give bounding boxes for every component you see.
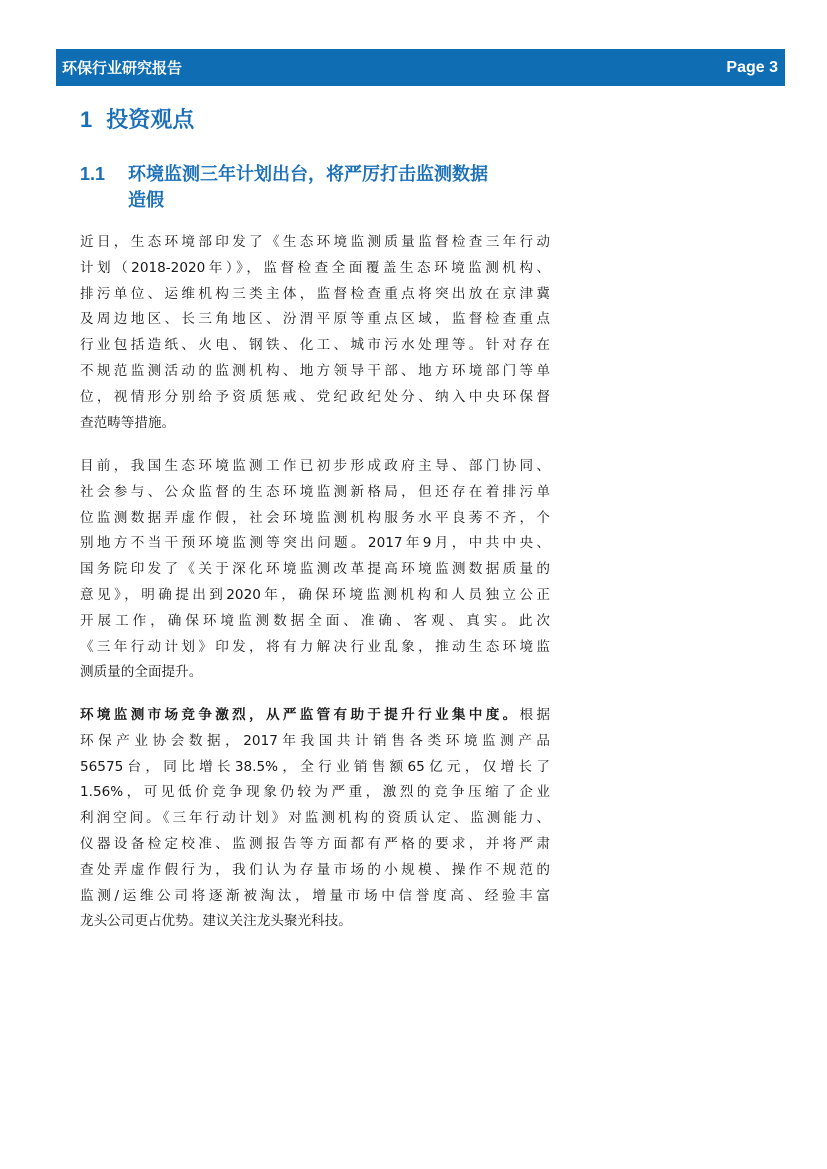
paragraph-market-competition [80, 703, 550, 935]
section-number: 1 [80, 107, 93, 132]
paragraph-line: 计划（2018-2020年）》，监督检查全面覆盖生态环境监测机构、 [80, 259, 550, 276]
paragraph-line: 及周边地区、长三角地区、汾渭平原等重点区域，监督检查重点 [80, 311, 550, 328]
section-title: 投资观点 [106, 108, 195, 133]
report-title: 环保行业研究报告 [62, 59, 183, 77]
subsection-number: 1.1 [80, 164, 106, 184]
paragraph-monitoring-plan [80, 230, 550, 436]
paragraph-line: 意见》，明确提出到2020年，确保环境监测机构和人员独立公正 [80, 586, 550, 603]
paragraph-line: 位，视情形分别给予资质惩戒、党纪政纪处分、纳入中央环保督 [80, 388, 550, 405]
paragraph-line: 国务院印发了《关于深化环境监测改革提高环境监测数据质量的 [80, 561, 550, 578]
paragraph-line: 监测/运维公司将逐渐被淘汰，增量市场中信誉度高、经验丰富 [80, 887, 550, 904]
subsection-title-line2: 造假 [128, 190, 164, 211]
paragraph-line: 社会参与、公众监督的生态环境监测新格局，但还存在着排污单 [80, 483, 550, 500]
paragraph-line: 不规范监测活动的监测机构、地方领导干部、地方环境部门等单 [80, 362, 550, 379]
paragraph-line: 利润空间。《三年行动计划》对监测机构的资质认定、监测能力、 [80, 810, 550, 827]
report-header-bar [56, 49, 785, 86]
paragraph-lead-rest: 根据 [519, 707, 551, 723]
paragraph-lead-bold: 环境监测市场竞争激烈，从严监管有助于提升行业集中度。 [80, 707, 520, 723]
paragraph-line: 龙头公司更占优势。建议关注龙头聚光科技。 [80, 913, 352, 930]
paragraph-line: 查处弄虚作假行为，我们认为存量市场的小规模、操作不规范的 [80, 861, 550, 878]
paragraph-line: 仪器设备检定校准、监测报告等方面都有严格的要求，并将严肃 [80, 835, 550, 852]
paragraph-line: 查范畴等措施。 [80, 414, 176, 431]
paragraph-line: 56575台，同比增长38.5%，全行业销售额65亿元，仅增长了 [80, 758, 550, 775]
subsection-title-line1: 环境监测三年计划出台，将严厉打击监测数据 [128, 164, 488, 185]
page-number: Page 3 [726, 58, 778, 76]
paragraph-line: 测质量的全面提升。 [80, 664, 203, 681]
paragraph-first-line [80, 703, 550, 729]
paragraph-line: 开展工作，确保环境监测数据全面、准确、客观、真实。此次 [80, 612, 550, 629]
section-heading [80, 103, 194, 134]
paragraph-current-situation [80, 454, 550, 686]
paragraph-line: 近日，生态环境部印发了《生态环境监测质量监督检查三年行动 [80, 234, 550, 250]
paragraph-line: 1.56%，可见低价竞争现象仍较为严重，激烈的竞争压缩了企业 [80, 784, 550, 801]
subsection-heading [80, 161, 570, 214]
paragraph-line: 环保产业协会数据，2017年我国共计销售各类环境监测产品 [80, 732, 550, 749]
paragraph-line: 目前，我国生态环境监测工作已初步形成政府主导、部门协同、 [80, 458, 550, 474]
paragraph-line: 《三年行动计划》印发，将有力解决行业乱象，推动生态环境监 [80, 638, 550, 655]
paragraph-line: 位监测数据弄虚作假，社会环境监测机构服务水平良莠不齐，个 [80, 509, 550, 526]
paragraph-line: 别地方不当干预环境监测等突出问题。2017年9月，中共中央、 [80, 535, 550, 552]
paragraph-line: 行业包括造纸、火电、钢铁、化工、城市污水处理等。针对存在 [80, 337, 550, 354]
paragraph-line: 排污单位、运维机构三类主体，监督检查重点将突出放在京津冀 [80, 285, 550, 302]
